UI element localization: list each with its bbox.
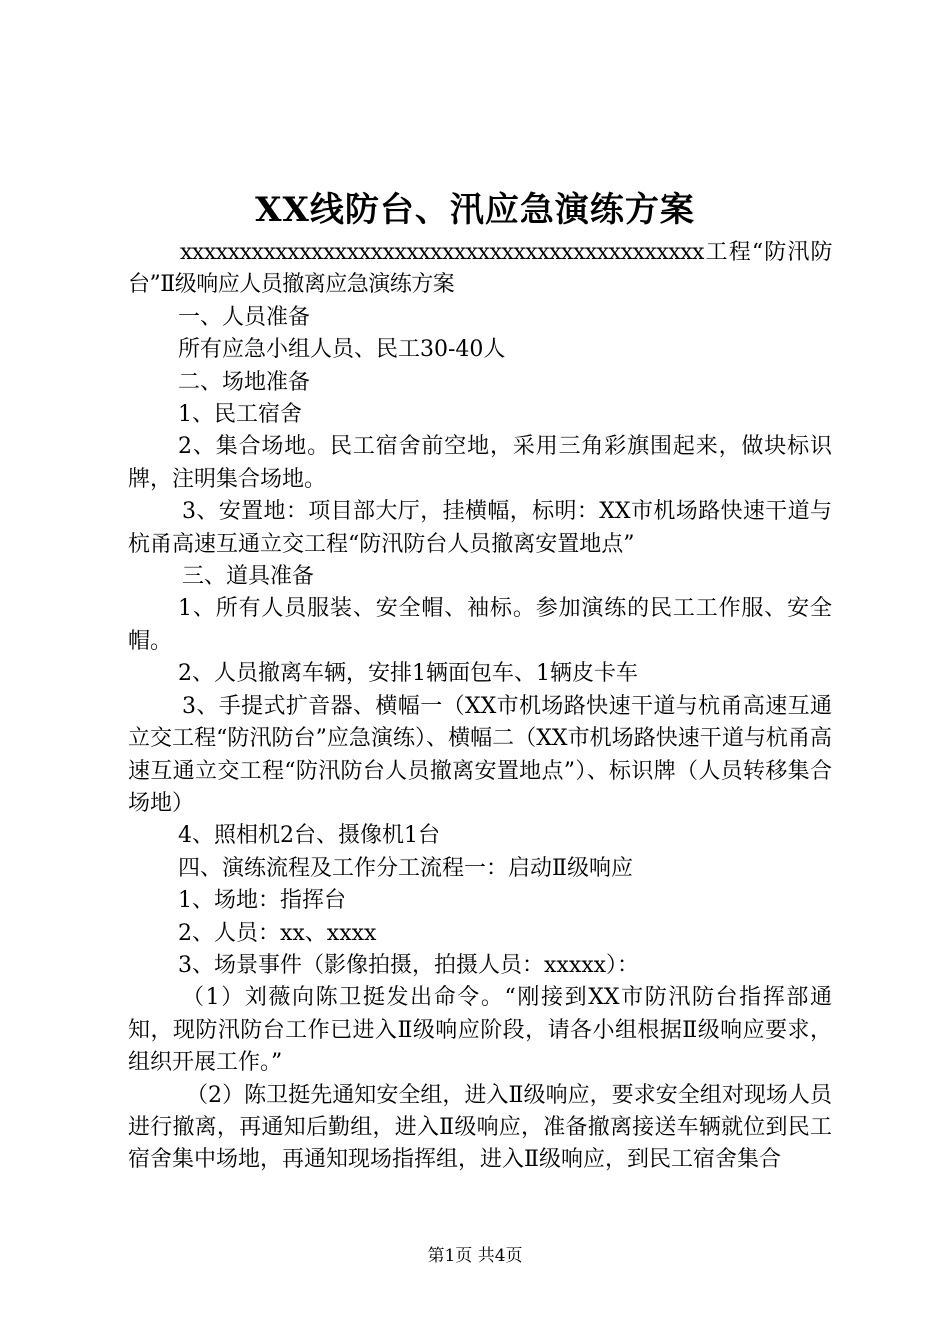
section-heading-venue: 二、场地准备 — [178, 369, 311, 395]
paragraph-procedure-2: 2、人员：xx、xxxx — [178, 920, 377, 946]
section-heading-procedure: 四、演练流程及工作分工流程一：启动Ⅱ级响应 — [178, 855, 633, 881]
paragraph-venue-2: 2、集合场地。民工宿舍前空地，采用三角彩旗围起来，做块标识牌，注明集合场地。 — [128, 434, 832, 492]
paragraph-props-4: 4、照相机2台、摄像机1台 — [178, 823, 440, 849]
paragraph-intro: xxxxxxxxxxxxxxxxxxxxxxxxxxxxxxxxxxxxxxxxxxxx工程“防汛防台”Ⅱ级响应人员撤离应急演练方案 — [128, 240, 832, 298]
page-footer: 第1页 共4页 — [427, 1246, 523, 1266]
section-heading-personnel: 一、人员准备 — [178, 304, 311, 330]
paragraph-procedure-1: 1、场地：指挥台 — [178, 888, 346, 914]
document-title: XX线防台、汛应急演练方案 — [255, 190, 695, 230]
paragraph-scene-1: （1）刘薇向陈卫挺发出命令。“刚接到XX市防汛防台指挥部通知，现防汛防台工作已进入Ⅱ级响应阶段，请各小组根据Ⅱ级响应要求，组织开展工作。” — [128, 985, 832, 1076]
paragraph-props-2: 2、人员撤离车辆，安排1辆面包车、1辆皮卡车 — [178, 661, 638, 687]
document-body — [128, 237, 832, 1177]
paragraph-props-3: 3、手提式扩音器、横幅一（XX市机场路快速干道与杭甬高速互通立交工程“防汛防台”应急演练）、横幅二（XX市机场路快速干道与杭甬高速互通立交工程“防汛防台人员撤离安置地点”）、标识牌（人员转移集合场地） — [128, 693, 832, 816]
section-heading-props: 三、道具准备 — [182, 564, 315, 590]
paragraph-procedure-3: 3、场景事件（影像拍摄，拍摄人员：xxxxx）： — [178, 952, 640, 978]
paragraph-personnel: 所有应急小组人员、民工30-40人 — [178, 337, 506, 363]
paragraph-venue-1: 1、民工宿舍 — [178, 402, 302, 428]
paragraph-props-1: 1、所有人员服装、安全帽、袖标。参加演练的民工工作服、安全帽。 — [128, 596, 832, 654]
paragraph-venue-3: 3、安置地：项目部大厅，挂横幅，标明：XX市机场路快速干道与杭甬高速互通立交工程“防汛防台人员撤离安置地点” — [128, 499, 832, 557]
paragraph-scene-2: （2）陈卫挺先通知安全组，进入Ⅱ级响应，要求安全组对现场人员进行撤离，再通知后勤组，进入Ⅱ级响应，准备撤离接送车辆就位到民工宿舍集中场地，再通知现场指挥组，进入Ⅱ级响应，到民工宿舍集合 — [128, 1082, 832, 1173]
